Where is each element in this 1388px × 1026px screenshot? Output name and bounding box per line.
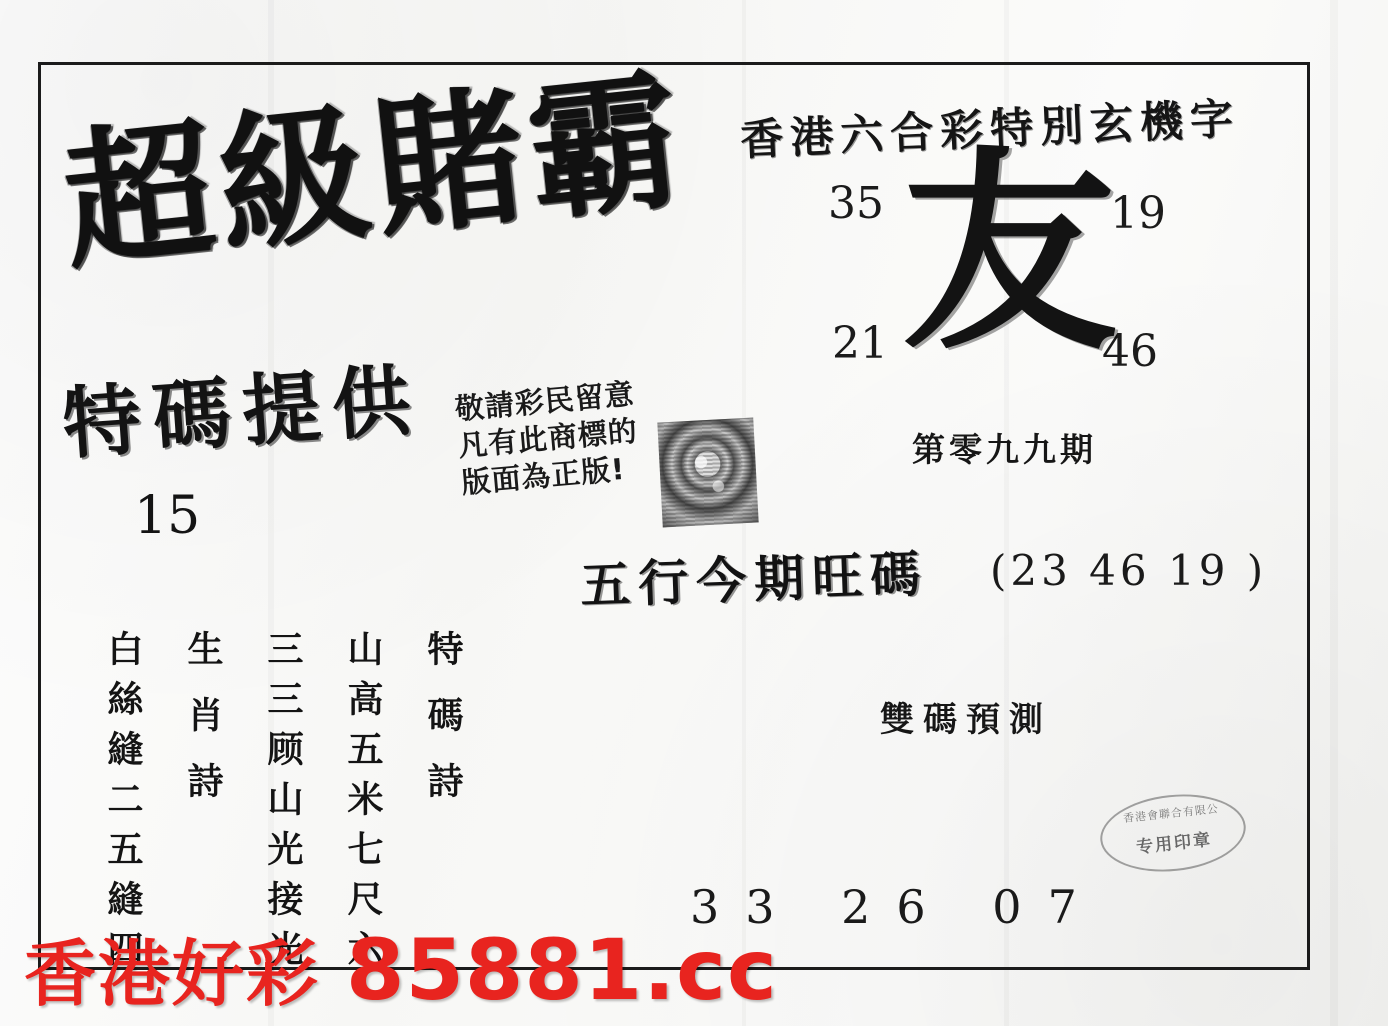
watermark-text: 香港好彩: [24, 932, 321, 1016]
prediction-label: 雙碼預測: [880, 700, 1052, 740]
notice-line-1: 敬請彩民留意: [453, 376, 636, 427]
corner-number-bottom-right: 46: [1102, 326, 1158, 377]
notice-line-2: 凡有此商標的: [456, 413, 640, 464]
masthead-title: 超級賭霸: [54, 53, 694, 292]
watermark-url: 85881.cc: [346, 921, 778, 1019]
column-poem-line-1: 山高五米七尺六: [342, 630, 383, 980]
corner-number-bottom-left: 21: [832, 318, 888, 369]
issue-number: 第零九九期: [912, 430, 1097, 469]
wuxing-label: 五行今期旺碼: [579, 544, 930, 616]
big-character: 友: [902, 128, 1117, 379]
seal-main-text: 专用印章: [1135, 830, 1213, 858]
prediction-numbers: 33 26 07: [690, 880, 1103, 934]
column-te-ma-shi: 特碼詩: [422, 630, 463, 828]
trademark-notice: [454, 373, 673, 502]
corner-number-top-right: 19: [1110, 188, 1166, 239]
seal-top-text: 香港會聯合有限公: [1122, 802, 1220, 826]
masthead-subtitle: 特碼提供: [59, 355, 426, 471]
trademark-stamp-icon: [657, 418, 758, 528]
left-number: 15: [134, 486, 201, 546]
column-poem-line-2: 三三顾山光接光: [262, 630, 303, 980]
scan-streak: [1330, 0, 1338, 1026]
watermark: [24, 916, 778, 1020]
page-title: 香港六合彩特別玄機字: [739, 94, 1242, 166]
wuxing-numbers: (23 46 19 ): [990, 546, 1268, 595]
column-sheng-xiao-shi: 生肖詩: [182, 630, 223, 828]
poem-columns: [95, 630, 469, 980]
column-poem-line-3: 白絲縫二五縫四: [102, 630, 143, 980]
notice-line-3: 版面為正版!: [460, 451, 627, 501]
lucky-character-block: [810, 128, 1180, 410]
corner-number-top-left: 35: [828, 178, 884, 229]
